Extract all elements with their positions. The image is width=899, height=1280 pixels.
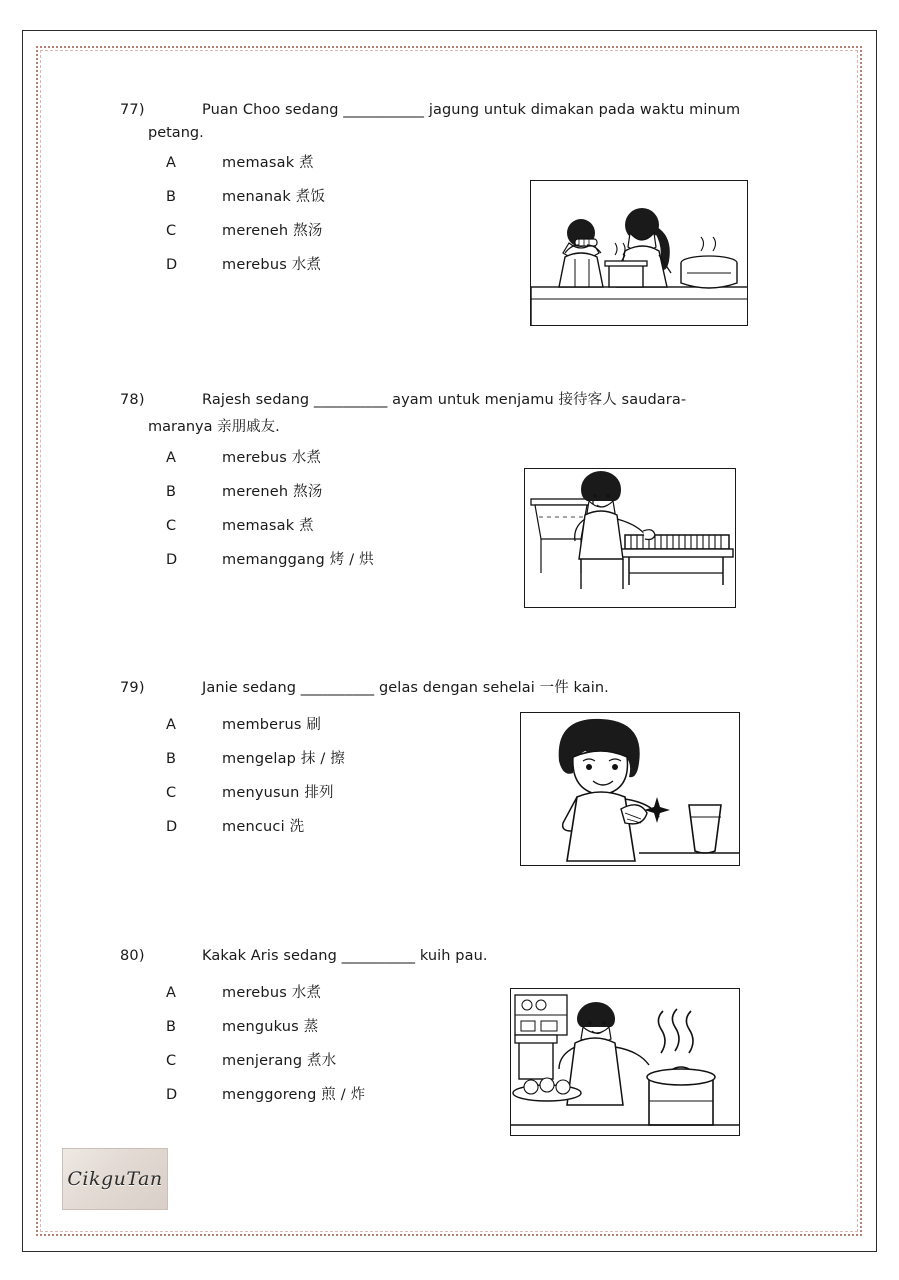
option-row[interactable] <box>166 548 566 569</box>
option-text: menggoreng 煎 / 炸 <box>222 1087 366 1104</box>
option-letter: D <box>166 552 178 569</box>
option-letter: D <box>166 819 178 836</box>
option-row[interactable] <box>166 747 566 768</box>
option-text: memanggang 烤 / 烘 <box>222 552 374 569</box>
option-letter: A <box>166 717 176 734</box>
option-letter: B <box>166 751 176 768</box>
option-row[interactable] <box>166 981 566 1002</box>
figure-woman-steaming-buns <box>510 988 740 1136</box>
question-79 <box>120 678 800 926</box>
option-text: mencuci 洗 <box>222 819 305 836</box>
question-77-stem-line1: Puan Choo sedang ___________ jagung untuk dimakan pada waktu minum <box>202 102 741 118</box>
question-79-options <box>166 713 566 836</box>
question-77-number: 77) <box>120 102 145 118</box>
option-row[interactable] <box>166 1049 566 1070</box>
option-row[interactable] <box>166 480 566 501</box>
figure-girl-wiping-glass <box>520 712 740 866</box>
option-row[interactable] <box>166 815 566 836</box>
question-77-options <box>166 151 566 274</box>
question-79-number: 79) <box>120 680 145 696</box>
option-letter: D <box>166 1087 178 1104</box>
question-80-heading <box>120 946 800 967</box>
questions-container <box>120 100 800 1176</box>
option-row[interactable] <box>166 713 566 734</box>
question-80 <box>120 946 800 1156</box>
option-row[interactable] <box>166 185 566 206</box>
question-78-heading <box>120 390 800 411</box>
question-78-stem-line1: Rajesh sedang __________ ayam untuk menjamu 接待客人 saudara- <box>202 392 687 408</box>
question-78-options <box>166 446 566 569</box>
figure-woman-steaming-buns-art <box>511 989 740 1136</box>
option-text: menjerang 煮水 <box>222 1053 337 1070</box>
option-row[interactable] <box>166 1015 566 1036</box>
option-letter: C <box>166 223 177 240</box>
question-78-number: 78) <box>120 392 145 408</box>
option-text: menanak 煮饭 <box>222 189 326 206</box>
question-77 <box>120 100 800 370</box>
option-text: mereneh 熬汤 <box>222 223 323 240</box>
option-text: merebus 水煮 <box>222 450 322 467</box>
figure-boy-grilling-barbecue-art <box>525 469 736 608</box>
option-row[interactable] <box>166 151 566 172</box>
option-row[interactable] <box>166 781 566 802</box>
option-letter: B <box>166 189 176 206</box>
option-text: menyusun 排列 <box>222 785 334 802</box>
figure-boy-eating-corn-woman-cooking <box>530 180 748 326</box>
option-letter: A <box>166 155 176 172</box>
question-80-number: 80) <box>120 948 145 964</box>
option-letter: B <box>166 1019 176 1036</box>
question-77-stem-line2: petang. <box>148 125 204 142</box>
option-row[interactable] <box>166 446 566 467</box>
figure-boy-grilling-barbecue <box>524 468 736 608</box>
watermark-logo-text: CikguTan <box>67 1168 163 1190</box>
option-letter: C <box>166 785 177 802</box>
option-row[interactable] <box>166 514 566 535</box>
option-text: merebus 水煮 <box>222 257 322 274</box>
option-letter: A <box>166 985 176 1002</box>
option-text: mengukus 蒸 <box>222 1019 319 1036</box>
question-79-stem-line1: Janie sedang __________ gelas dengan sehelai 一件 kain. <box>202 680 609 696</box>
watermark-logo <box>62 1148 168 1210</box>
option-letter: C <box>166 518 177 535</box>
option-letter: D <box>166 257 178 274</box>
option-text: merebus 水煮 <box>222 985 322 1002</box>
question-79-heading <box>120 678 800 699</box>
option-letter: B <box>166 484 176 501</box>
option-row[interactable] <box>166 1083 566 1104</box>
option-text: memasak 煮 <box>222 155 314 172</box>
question-80-options <box>166 981 566 1104</box>
option-row[interactable] <box>166 253 566 274</box>
question-78-stem-line2: maranya 亲朋戚友. <box>148 419 280 436</box>
option-letter: C <box>166 1053 177 1070</box>
question-80-stem-line1: Kakak Aris sedang __________ kuih pau. <box>202 948 488 964</box>
option-text: mereneh 熬汤 <box>222 484 323 501</box>
option-text: mengelap 抹 / 擦 <box>222 751 345 768</box>
question-78 <box>120 390 800 658</box>
option-text: memberus 刷 <box>222 717 322 734</box>
option-row[interactable] <box>166 219 566 240</box>
figure-girl-wiping-glass-art <box>521 713 740 866</box>
option-letter: A <box>166 450 176 467</box>
option-text: memasak 煮 <box>222 518 314 535</box>
figure-boy-eating-corn-woman-cooking-art <box>531 181 748 326</box>
question-77-heading <box>120 100 800 121</box>
